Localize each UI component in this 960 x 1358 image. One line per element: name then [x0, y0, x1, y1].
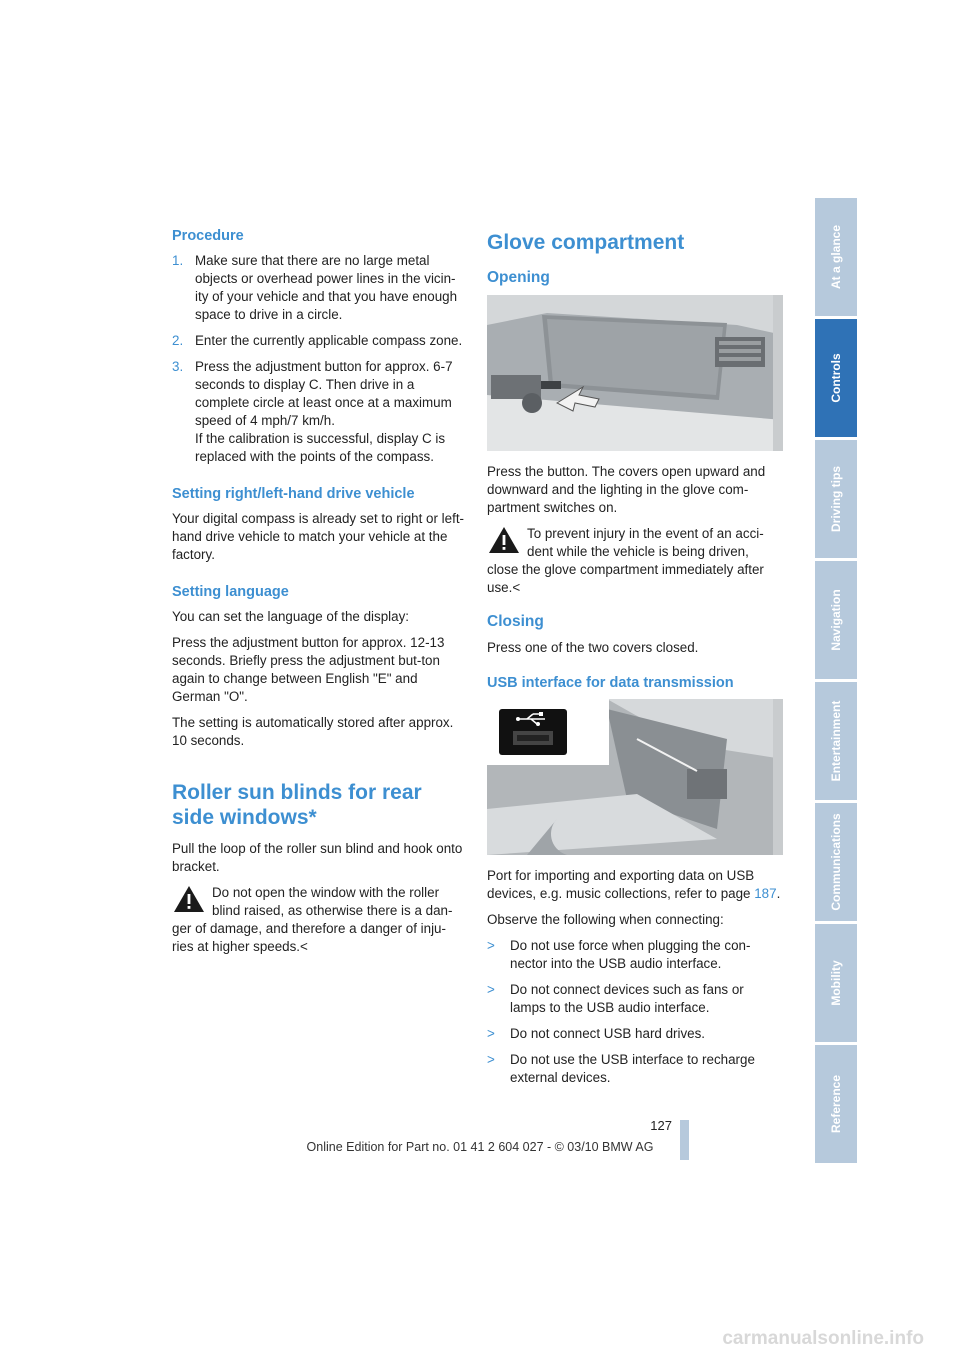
step-1: 1. Make sure that there are no large metal objects or overhead power lines in the vicin-ity of your vehicle and that you have enough space to drive in a circle. — [172, 253, 458, 322]
language-text-1: You can set the language of the display: — [172, 609, 409, 624]
right-column — [487, 228, 783, 1095]
drive-text: Your digital compass is already set to right or left-hand drive vehicle to match your vehicle at the factory. — [172, 511, 465, 562]
usb-text: Port for importing and exporting data on USB devices, e.g. music collections, refer to page 187. — [487, 868, 781, 901]
glove-compartment-image — [487, 295, 783, 451]
observe-text: Observe the following when connecting: — [487, 912, 724, 927]
page-link[interactable]: 187 — [754, 886, 777, 901]
tab-controls[interactable]: Controls — [815, 319, 857, 437]
roller-heading: Roller sun blinds for rear side windows* — [172, 781, 422, 829]
tab-driving-tips[interactable]: Driving tips — [815, 440, 857, 558]
step-3-extra: If the calibration is successful, display C is replaced with the points of the compass. — [195, 431, 446, 464]
roller-text: Pull the loop of the roller sun blind and hook onto bracket. — [172, 841, 463, 874]
left-column — [172, 228, 464, 964]
opening-text: Press the button. The covers open upward and downward and the lighting in the glove com-partment switches on. — [487, 464, 766, 515]
tab-at-a-glance[interactable]: At a glance — [815, 198, 857, 316]
drive-heading: Setting right/left-hand drive vehicle — [172, 486, 415, 502]
language-heading: Setting language — [172, 584, 289, 600]
tab-navigation[interactable]: Navigation — [815, 561, 857, 679]
closing-heading: Closing — [487, 613, 544, 630]
end-mark: < — [512, 580, 521, 595]
end-mark: < — [300, 939, 308, 954]
usb-heading: USB interface for data transmission — [487, 675, 734, 691]
bullet-item: > Do not use the USB interface to recharge external devices. — [487, 1052, 755, 1085]
roller-warning: Do not open the window with the roller blind raised, as otherwise there is a dan-ger of damage, and therefore a danger of inju-ries at higher speeds.< — [172, 885, 453, 954]
step-3: 3. Press the adjustment button for approx. 6-7 seconds to display C. Then drive in a complete circle at least once at a maximum speed of 4 mph/7 km/h. If the calibration is successful, display C is replaced with the points of the compass. — [172, 359, 453, 464]
step-2: 2. Enter the currently applicable compass zone. — [172, 333, 463, 348]
warning-icon — [487, 525, 521, 555]
bullet-item: > Do not connect devices such as fans or lamps to the USB audio interface. — [487, 982, 744, 1015]
tab-communications[interactable]: Communications — [815, 803, 857, 921]
watermark: carmanualsonline.info — [722, 1328, 924, 1349]
tab-mobility[interactable]: Mobility — [815, 924, 857, 1042]
bullet-item: > Do not use force when plugging the con-nector into the USB audio interface. — [487, 938, 751, 971]
opening-heading: Opening — [487, 269, 550, 286]
dashboard-illustration — [487, 295, 783, 451]
usb-interface-image — [487, 699, 783, 855]
language-text-3: The setting is automatically stored after approx. 10 seconds. — [172, 715, 454, 748]
glove-heading: Glove compartment — [487, 231, 685, 254]
tab-entertainment[interactable]: Entertainment — [815, 682, 857, 800]
section-tabs — [815, 198, 857, 1166]
edition-text: Online Edition for Part no. 01 41 2 604 027 - © 03/10 BMW AG — [306, 1140, 654, 1154]
page-number: 127 — [650, 1118, 672, 1133]
bullet-item: > Do not connect USB hard drives. — [487, 1026, 706, 1041]
warning-icon — [172, 884, 206, 914]
closing-text: Press one of the two covers closed. — [487, 640, 699, 655]
opening-warning: To prevent injury in the event of an acci-dent while the vehicle is being driven, close the glove compartment immediately after use.< — [487, 526, 764, 595]
language-text-2: Press the adjustment button for approx. 12-13 seconds. Briefly press the adjustment but-ton again to change between English "E" and German "O". — [172, 635, 445, 704]
glovebox-illustration — [487, 699, 783, 855]
procedure-heading: Procedure — [172, 228, 244, 244]
tab-reference[interactable]: Reference — [815, 1045, 857, 1163]
